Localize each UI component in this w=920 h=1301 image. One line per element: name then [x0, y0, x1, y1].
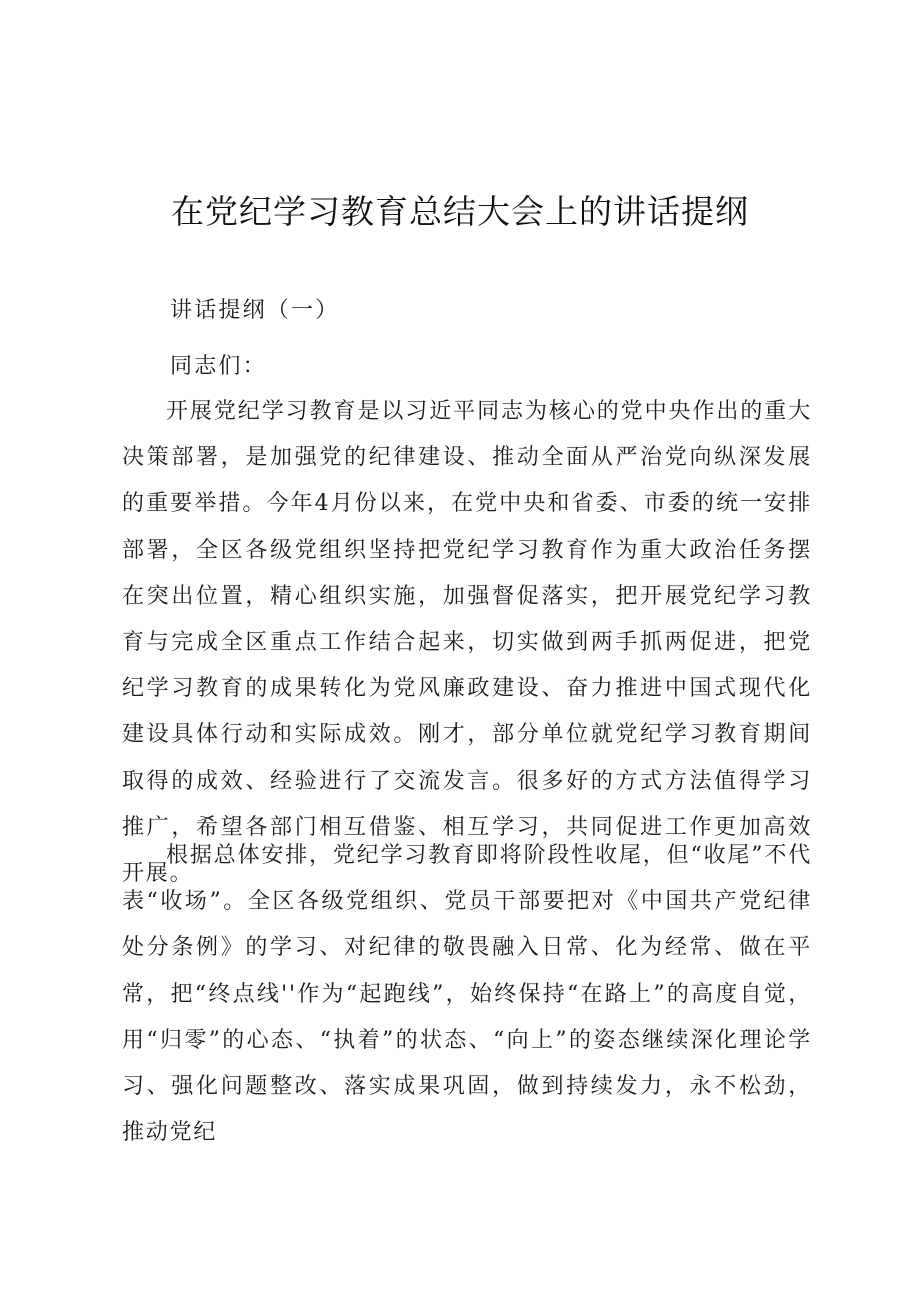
paragraph-1: 开展党纪学习教育是以习近平同志为核心的党中央作出的重大决策部署，是加强党的纪律建设、推动全面从严治党向纵深发展的重要举措。今年4月份以来，在党中央和省委、市委的统一安排部署，全区各级党组织坚持把党纪学习教育作为重大政治任务摆在突出位置，精心组织实施，加强督促落实，把开展党纪学习教育与完成全区重点工作结合起来，切实做到两手抓两促进，把党纪学习教育的成果转化为党风廉政建设、奋力推进中国式现代化建设具体行动和实际成效。刚才，部分单位就党纪学习教育期间取得的成效、经验进行了交流发言。很多好的方式方法值得学习推广，希望各部门相互借鉴、相互学习，共同促进工作更加高效开展。: [122, 399, 812, 887]
greeting: 同志们：: [170, 354, 267, 379]
paragraph-2: 根据总体安排，党纪学习教育即将阶段性收尾，但“收尾”不代表“收场”。全区各级党组织、党员干部要把对《中国共产党纪律处分条例》的学习、对纪律的敬畏融入日常、化为经常、做在平常，把“终点线''作为“起跑线”，始终保持“在路上”的高度自觉，用“归零”的心态、“执着”的状态、“向上”的姿态继续深化理论学习、强化问题整改、落实成果巩固，做到持续发力，永不松劲，推动党纪: [122, 843, 812, 1146]
document-title: 在党纪学习教育总结大会上的讲话提纲: [171, 192, 749, 231]
section-heading: 讲话提纲（一）: [170, 298, 340, 323]
